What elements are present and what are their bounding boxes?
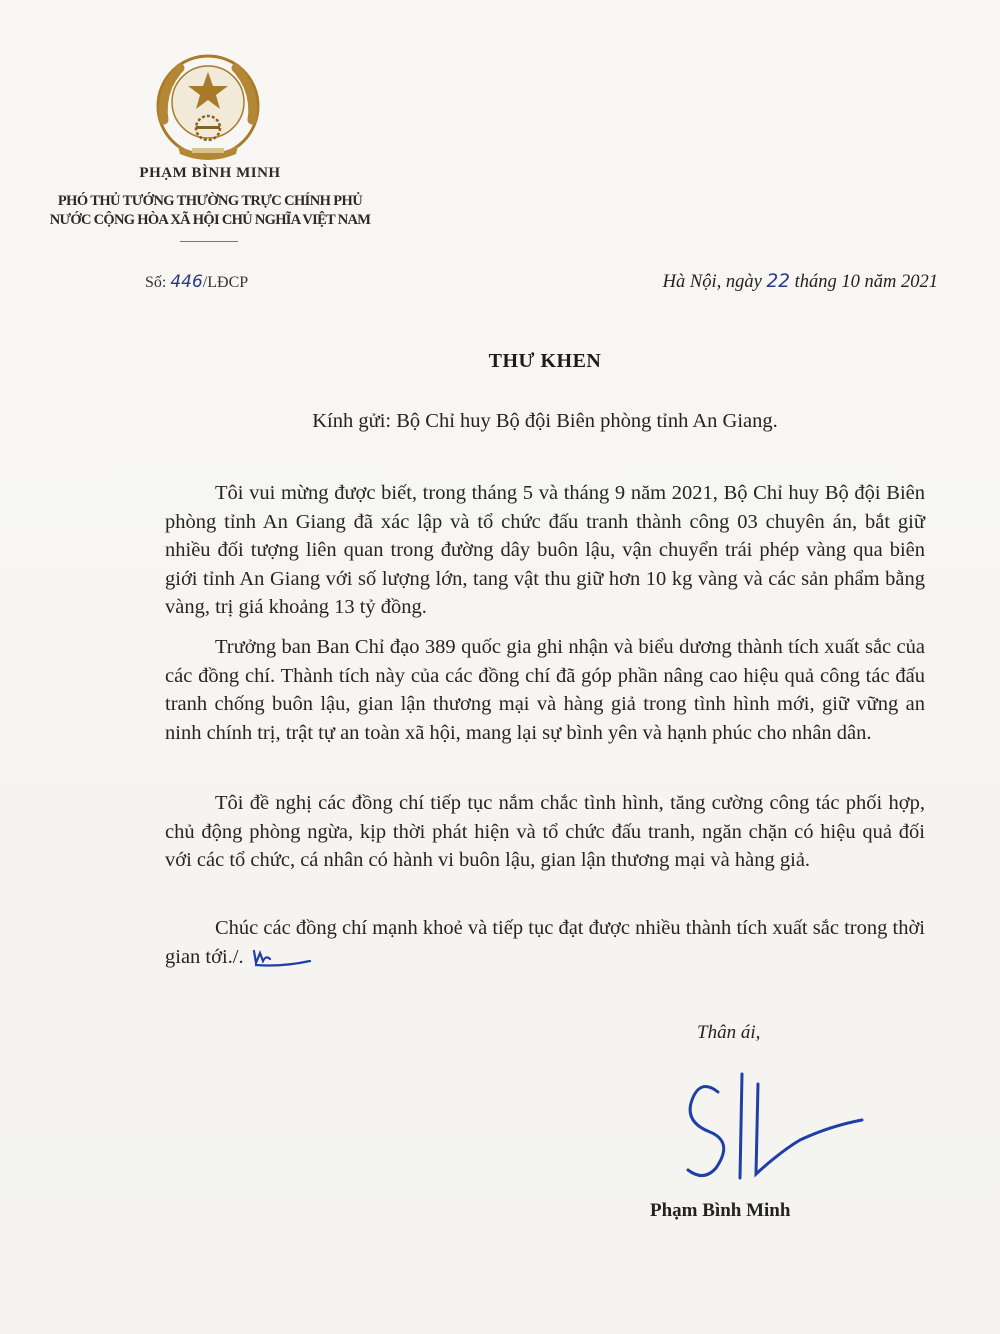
body-paragraph-2: Trưởng ban Ban Chỉ đạo 389 quốc gia ghi nhận và biểu dương thành tích xuất sắc của các đồng chí. Thành tích này của các đồng chí đã góp phần nâng cao hiệu quả công tác đấu tranh chống buôn lậu, gian lận thương mại và hàng giả trong tình hình mới, giữ vững an ninh chính trị, trật tự an toàn xã hội, mang lại sự bình yên và hạnh phúc cho nhân dân.: [165, 636, 925, 744]
recipient-line: Kính gửi: Bộ Chỉ huy Bộ đội Biên phòng tỉnh An Giang.: [312, 410, 778, 432]
body-paragraph-4: [165, 914, 925, 971]
sender-position-line2: NƯỚC CỘNG HÒA XÃ HỘI CHỦ NGHĨA VIỆT NAM: [49, 212, 371, 228]
sender-position-line1: PHÓ THỦ TƯỚNG THƯỜNG TRỰC CHÍNH PHỦ: [57, 193, 363, 209]
closing-salutation: Thân ái,: [697, 1022, 761, 1043]
body-paragraph-3: Tôi đề nghị các đồng chí tiếp tục nắm chắc tình hình, tăng cường công tác phối hợp, chủ động phòng ngừa, kịp thời phát hiện và tổ chức đấu tranh, ngăn chặn có hiệu quả đối với các tổ chức, cá nhân có hành vi buôn lậu, gian lận thương mại và hàng giả.: [165, 792, 925, 872]
header-divider: [180, 241, 238, 242]
date-suffix: tháng 10 năm 2021: [790, 272, 938, 292]
handwritten-initial-icon: [252, 945, 314, 969]
date-prefix: Hà Nội, ngày: [662, 272, 767, 292]
signer-name: Phạm Bình Minh: [650, 1200, 791, 1221]
body-paragraph-1: Tôi vui mừng được biết, trong tháng 5 và tháng 9 năm 2021, Bộ Chỉ huy Bộ đội Biên phòng tỉnh An Giang đã xác lập và tổ chức đấu tranh thành công 03 chuyên án, bắt giữ nhiều đối tượng liên quan trong đường dây buôn lậu, vận chuyển trái phép vàng qua biên giới tỉnh An Giang với số lượng lớn, tang vật thu giữ hơn 10 kg vàng và các sản phẩm bằng vàng, trị giá khoảng 13 tỷ đồng.: [165, 482, 925, 619]
sender-name: PHẠM BÌNH MINH: [139, 165, 281, 181]
doc-number-suffix: /LĐCP: [202, 274, 249, 291]
doc-number-prefix: Số:: [145, 274, 171, 291]
place-and-date: [663, 271, 938, 293]
signature-icon: [670, 1070, 870, 1188]
letter-title: THƯ KHEN: [488, 350, 602, 372]
doc-number-handwritten: 446: [170, 272, 203, 292]
document-number: [145, 272, 248, 292]
body-paragraph-4-text: Chúc các đồng chí mạnh khoẻ và tiếp tục đạt được nhiều thành tích xuất sắc trong thời gian tới./.: [165, 917, 925, 968]
date-day-handwritten: 22: [766, 271, 790, 292]
national-emblem-icon: [150, 50, 266, 170]
